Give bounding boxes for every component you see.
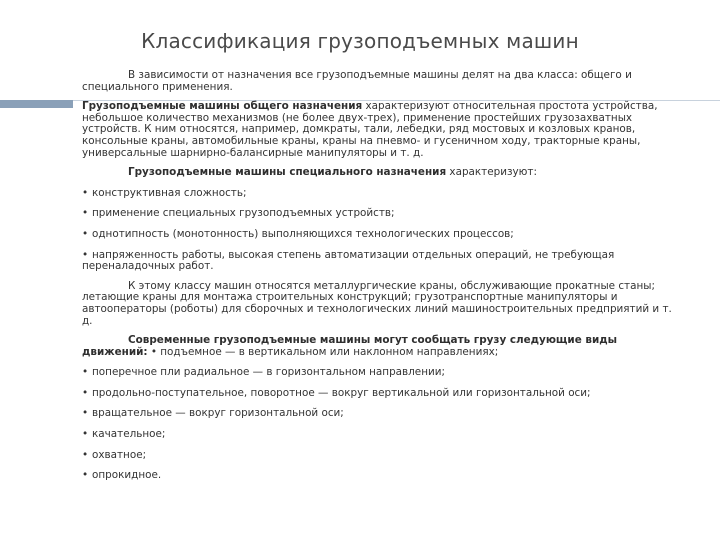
- general-purpose-text: характеризуют относительная простота устройства, небольшое количество механизмов (не более двух-трех), применение простейших грузозахватных устройств. К ним относятся, например, домкраты, тали, лебедки, ряд мостовых и козловых кранов, консольные краны, автомобильные краны, краны на пневмо- и гусеничном ходу, тракторные краны, универсальные шарнирно-балансирные манипуляторы и т. д.: [82, 100, 658, 159]
- list-item-text: опрокидное.: [92, 469, 162, 482]
- bullet-icon: •: [82, 186, 89, 199]
- bullet-icon: •: [82, 248, 89, 261]
- motions-paragraph: [82, 335, 682, 358]
- list-item: [82, 450, 682, 462]
- list-item-text: вращательное — вокруг горизонтальной оси;: [92, 407, 344, 420]
- bullet-icon: •: [82, 469, 89, 482]
- special-purpose-heading: Грузоподъемные машины специального назначения: [128, 166, 447, 179]
- list-item: [82, 388, 682, 400]
- list-item-text: однотипность (монотонность) выполняющихся технологических процессов;: [92, 227, 514, 240]
- special-purpose-text: характеризуют:: [446, 166, 537, 179]
- list-item: [82, 470, 682, 482]
- motions-heading: Современные грузоподъемные машины могут сообщать грузу следующие виды движений:: [82, 334, 618, 358]
- list-item-text: напряженность работы, высокая степень автоматизации отдельных операций, не требующая переналадочных работ.: [82, 248, 615, 273]
- list-item-text: качательное;: [92, 428, 166, 441]
- motions-first-item: • подъемное — в вертикальном или наклонном направлениях;: [147, 345, 499, 358]
- accent-bar: [0, 100, 73, 108]
- bullet-icon: •: [82, 207, 89, 220]
- bullet-icon: •: [82, 366, 89, 379]
- list-item: [82, 250, 682, 273]
- intro-paragraph: В зависимости от назначения все грузоподъемные машины делят на два класса: общего и специального применения.: [82, 69, 632, 93]
- special-purpose-paragraph: [82, 167, 682, 179]
- list-item-text: продольно-поступательное, поворотное — вокруг вертикальной или горизонтальной оси;: [92, 386, 591, 399]
- bullet-icon: •: [82, 386, 89, 399]
- list-item: [82, 408, 682, 420]
- list-item-text: охватное;: [92, 448, 147, 461]
- list-item: [82, 188, 682, 200]
- bullet-icon: •: [82, 227, 89, 240]
- general-purpose-heading: Грузоподъемные машины общего назначения: [82, 100, 363, 113]
- bullet-icon: •: [82, 448, 89, 461]
- examples-paragraph: К этому классу машин относятся металлургические краны, обслуживающие прокатные станы; летающие краны для монтажа строительных конструкций; грузотранспортные манипуляторы и автооператоры (роботы) для сборочных и технологических линий машиностроительных предприятий и т. д.: [82, 279, 672, 327]
- slide-title: Классификация грузоподъемных машин: [141, 29, 579, 53]
- list-item: [82, 429, 682, 441]
- list-item: [82, 208, 682, 220]
- list-item-text: применение специальных грузоподъемных устройств;: [92, 207, 395, 220]
- slide-body: [82, 70, 682, 482]
- general-purpose-paragraph: [82, 101, 682, 159]
- list-item: [82, 229, 682, 241]
- motions-list: [82, 367, 682, 482]
- list-item: [82, 367, 682, 379]
- special-features-list: [82, 188, 682, 273]
- list-item-text: конструктивная сложность;: [92, 186, 247, 199]
- bullet-icon: •: [82, 428, 89, 441]
- bullet-icon: •: [82, 407, 89, 420]
- list-item-text: поперечное пли радиальное — в горизонтальном направлении;: [92, 366, 445, 379]
